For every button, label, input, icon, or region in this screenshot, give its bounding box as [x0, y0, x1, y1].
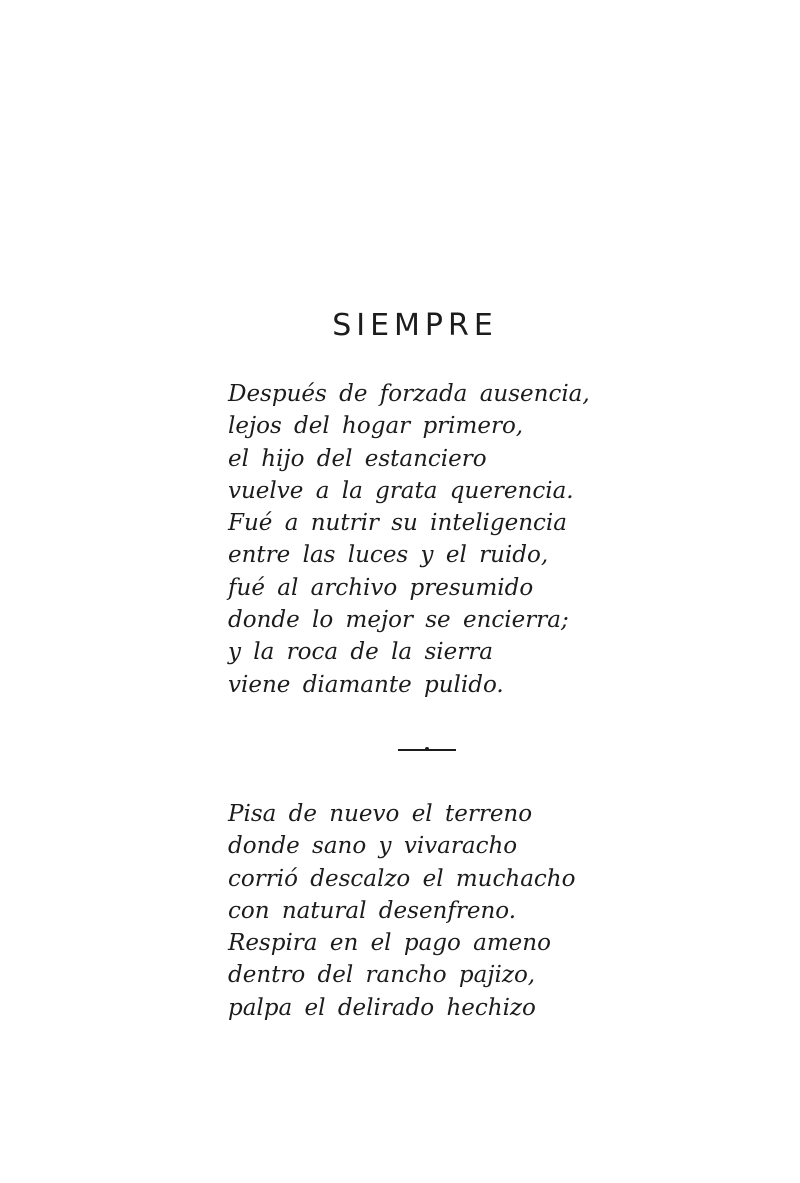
verse-line: lejos del hogar primero, [228, 413, 524, 440]
stanza-2 [228, 798, 575, 1024]
verse-line: dentro del rancho pajizo, [228, 962, 536, 989]
verse-line: Fué a nutrir su inteligencia [228, 510, 568, 537]
verse-line: Respira en el pago ameno [228, 930, 551, 957]
verse-line: viene diamante pulido. [228, 671, 504, 698]
stanza-1 [228, 378, 590, 701]
verse-line: palpa el delirado hechizo [228, 994, 536, 1021]
verse-line: con natural desenfreno. [228, 897, 517, 924]
verse-line: Después de forzada ausencia, [228, 381, 590, 407]
verse-line: Pisa de nuevo el terreno [228, 801, 533, 827]
verse-line: y la roca de la sierra [228, 639, 493, 666]
poem-title: SIEMPRE [332, 308, 498, 343]
verse-line: entre las luces y el ruido, [228, 542, 549, 569]
verse-line: donde sano y vivaracho [228, 833, 518, 860]
verse-line: el hijo del estanciero [228, 445, 487, 472]
verse-line: donde lo mejor se encierra; [228, 607, 569, 634]
verse-line: fué al archivo presumido [228, 574, 534, 601]
verse-line: corrió descalzo el muchacho [228, 865, 576, 892]
divider-ornament [425, 747, 429, 751]
verse-line: vuelve a la grata querencia. [228, 477, 574, 504]
